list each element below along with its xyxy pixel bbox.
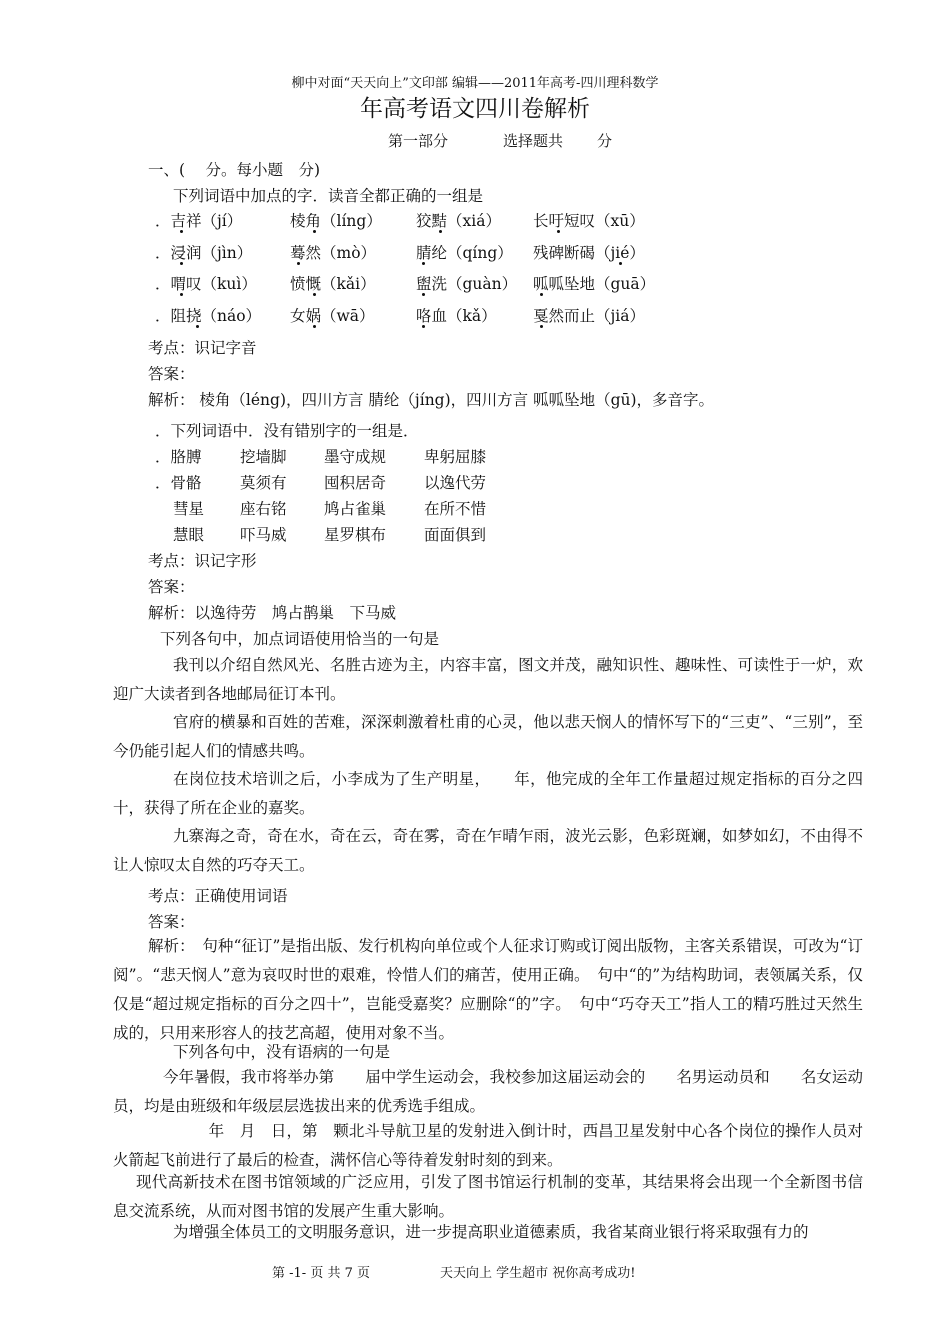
q2-d-1: 慧眼 (173, 526, 205, 544)
q2-d-2: 吓马威 (240, 526, 287, 544)
emphasis-dot (422, 293, 425, 296)
q4-option-d: 为增强全体员工的文明服务意识，进一步提高职业道德素质，我省某商业银行将采取强有力的 (173, 1223, 809, 1241)
q2-b-1: ．骨骼 (155, 474, 202, 492)
q2-d-4: 面面俱到 (424, 526, 487, 544)
q4-option-c: 现代高新技术在图书馆领域的广泛应用，引发了图书馆运行机制的变革，其结果将会出现一个全新图书信息交流系统，从而对图书馆的发展产生重大影响。 (113, 1173, 863, 1220)
page-title: 年高考语文四川卷解析 (360, 96, 590, 122)
q2-a-1: ．胳膊 (155, 448, 202, 466)
section-heading: 一、( 分。每小题 分) (148, 161, 321, 179)
q2-c-4: 在所不惜 (424, 500, 487, 518)
part-label: 第一部分 (388, 132, 449, 150)
q1-d-3: 咯血（kǎ） (416, 307, 497, 325)
emphasis-dot (422, 325, 425, 328)
q2-d-3: 星罗棋布 (324, 526, 387, 544)
page-number: 第 -1- 页 共 7 页 (272, 1266, 370, 1281)
emphasis-dot (439, 230, 442, 233)
q1-explanation: 解析： 棱角（léng)，四川方言 腈纶（jíng)，四川方言 呱呱坠地（gū)，多音字。 (148, 391, 715, 409)
q4-stem: 下列各句中，没有语病的一句是 (173, 1043, 391, 1061)
q1-d-4: 戛然而止（jiá） (533, 307, 646, 325)
q1-answer: 答案： (148, 365, 195, 383)
q1-c-1: ．喟叹（kuì） (155, 275, 257, 293)
emphasis-dot (297, 262, 300, 265)
q2-c-1: 彗星 (173, 500, 205, 518)
part-type: 选择题共 (503, 132, 564, 150)
q2-stem: ．下列词语中．没有错别字的一组是． (155, 422, 419, 440)
q2-a-3: 墨守成规 (324, 448, 387, 466)
emphasis-dot (540, 293, 543, 296)
q3-answer: 答案： (148, 913, 195, 931)
emphasis-dot (557, 230, 560, 233)
emphasis-dot (313, 230, 316, 233)
emphasis-dot (313, 293, 316, 296)
q1-a-4: 长吁短叹（xū） (533, 212, 645, 230)
q2-kaodian: 考点：识记字形 (148, 552, 257, 570)
q1-b-3: 腈纶（qíng） (416, 244, 513, 262)
q2-a-4: 卑躬屈膝 (424, 448, 487, 466)
q1-stem: 下列词语中加点的字．读音全都正确的一组是 (173, 187, 484, 205)
q1-b-2: 蓦然（mò） (290, 244, 377, 262)
emphasis-dot (180, 230, 183, 233)
q2-b-2: 莫须有 (240, 474, 287, 492)
q1-b-1: ．浸润（jìn） (155, 244, 253, 262)
q2-b-3: 囤积居奇 (324, 474, 387, 492)
emphasis-dot (180, 262, 183, 265)
emphasis-dot (422, 262, 425, 265)
q1-d-2: 女娲（wā） (290, 307, 375, 325)
q2-explanation: 解析：以逸待劳 鸠占鹊巢 下马威 (148, 604, 397, 622)
q1-a-3: 狡黠（xiá） (416, 212, 501, 230)
q2-b-4: 以逸代劳 (424, 474, 487, 492)
q1-d-1: ．阻挠（náo） (155, 307, 262, 325)
q1-c-4: 呱呱坠地（guā） (533, 275, 656, 293)
q3-option-a: 我刊以介绍自然风光、名胜古迹为主，内容丰富，图文并茂，融知识性、趣味性、可读性于一炉，欢迎广大读者到各地邮局征订本刊。 (113, 656, 863, 703)
emphasis-dot (619, 262, 622, 265)
emphasis-dot (540, 325, 543, 328)
page-header: 柳中对面“天天向上”文印部 编辑——2011年高考-四川理科数学 (291, 76, 659, 91)
q3-stem: 下列各句中，加点词语使用恰当的一句是 (160, 630, 440, 648)
q3-explanation: 解析： 句种“征订”是指出版、发行机构向单位或个人征求订购或订阅出版物，主客关系错误，可改为“订阅”。“悲天悯人”意为哀叹时世的艰难，怜惜人们的痛苦，使用正确。 句中“的”为结构助词，表领属关系，仅仅是“超过规定指标的百分之四十”，岂能受嘉奖？应删除“的”字。 句中“巧夺天工”指人工的精巧胜过天然生成的，只用来形容人的技艺高超，使用对象不当。 (113, 937, 863, 1042)
q1-a-2: 棱角（líng） (290, 212, 382, 230)
q4-option-b: 年 月 日，第 颗北斗导航卫星的发射进入倒计时，西昌卫星发射中心各个岗位的操作人员对火箭起飞前进行了最后的检查，满怀信心等待着发射时刻的到来。 (113, 1122, 863, 1169)
q2-c-3: 鸠占雀巢 (324, 500, 387, 518)
q2-a-2: 挖墙脚 (240, 448, 287, 466)
emphasis-dot (180, 293, 183, 296)
q3-kaodian: 考点：正确使用词语 (148, 887, 288, 905)
part-score: 分 (597, 132, 613, 150)
q1-a-1: ．吉祥（jí） (155, 212, 243, 230)
footer-slogan: 天天向上 学生超市 祝你高考成功! (440, 1266, 636, 1281)
q3-option-c: 在岗位技术培训之后，小李成为了生产明星， 年，他完成的全年工作量超过规定指标的百分之四十，获得了所在企业的嘉奖。 (113, 770, 863, 817)
q1-c-3: 盥洗（guàn） (416, 275, 518, 293)
q3-option-b: 官府的横暴和百姓的苦难，深深刺激着杜甫的心灵，他以悲天悯人的情怀写下的“三吏”、“三别”，至今仍能引起人们的情感共鸣。 (113, 713, 863, 760)
q4-option-a: 今年暑假，我市将举办第 届中学生运动会，我校参加这届运动会的 名男运动员和 名女运动员，均是由班级和年级层层选拔出来的优秀选手组成。 (113, 1068, 863, 1115)
q3-option-d: 九寨海之奇，奇在水，奇在云，奇在雾，奇在乍晴乍雨，波光云影，色彩斑斓，如梦如幻，不由得不让人惊叹太自然的巧夺天工。 (113, 827, 863, 874)
emphasis-dot (313, 325, 316, 328)
q1-c-2: 愤慨（kǎi） (290, 275, 376, 293)
q2-answer: 答案： (148, 578, 195, 596)
q1-b-4: 残碑断碣（jié） (533, 244, 645, 262)
q2-c-2: 座右铭 (240, 500, 287, 518)
q1-kaodian: 考点：识记字音 (148, 339, 257, 357)
emphasis-dot (196, 325, 199, 328)
